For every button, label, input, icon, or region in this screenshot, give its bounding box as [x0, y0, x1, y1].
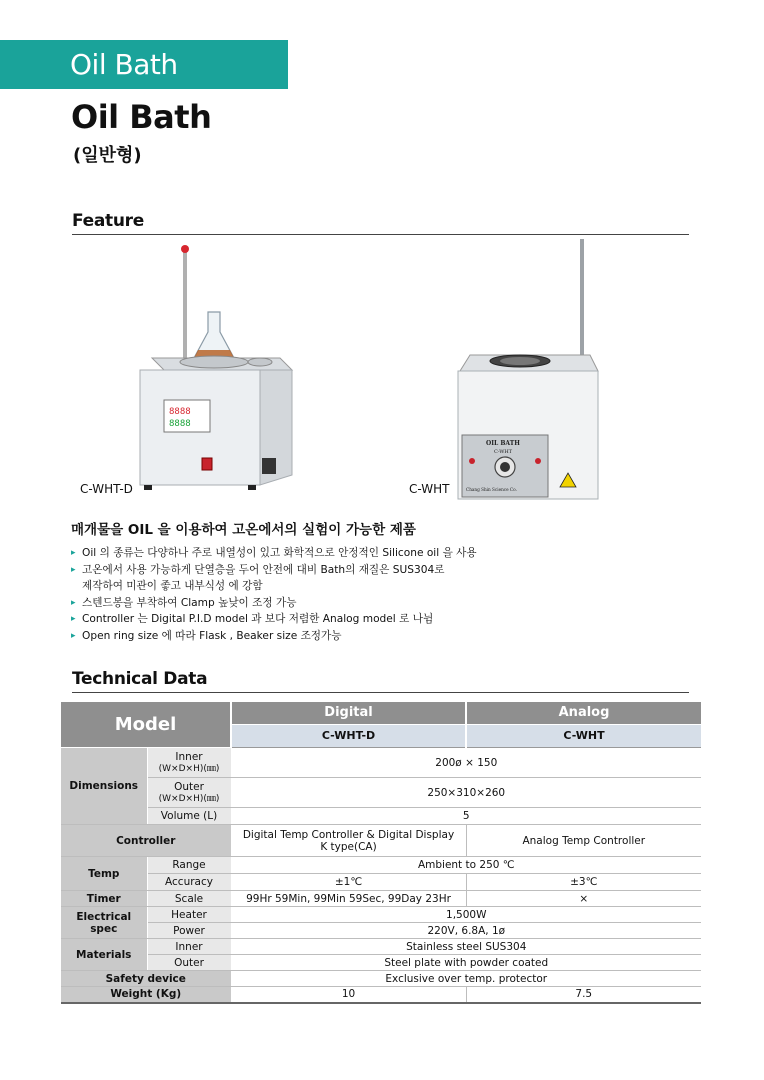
lamp-heat — [535, 458, 541, 464]
banner-title: Oil Bath — [70, 48, 178, 81]
feature-item: ▸ Controller 는 Digital P.I.D model 과 보다 저렴한 Analog model 로 나뉨 — [71, 611, 477, 628]
table-row — [61, 955, 701, 971]
product-image-analog — [450, 235, 610, 505]
rod-cap — [181, 245, 189, 253]
plate-model: C-WHT — [494, 449, 513, 455]
weight-label: Weight (Kg) — [61, 987, 231, 1003]
lid-ring — [248, 358, 272, 366]
inner-dim-label: Inner (W×D×H)(㎜) — [147, 748, 231, 778]
heater-value: 1,500W — [231, 907, 701, 923]
feature-item: ▸ Oil 의 종류는 다양하나 주로 내열성이 있고 화학적으로 안정적인 Silicone oil 을 사용 — [71, 545, 477, 562]
weight-digital: 10 — [231, 987, 466, 1003]
weight-analog: 7.5 — [466, 987, 701, 1003]
feature-item: ▸ 고온에서 사용 가능하게 단열층을 두어 안전에 대비 Bath의 재질은 SUS304로 — [71, 562, 477, 579]
power-switch — [202, 458, 212, 470]
controller-display: 8888 — [169, 407, 191, 417]
mat-outer-label: Outer — [147, 955, 231, 971]
power-socket — [262, 458, 276, 474]
model-header: Model — [61, 702, 231, 748]
foot-left — [144, 485, 152, 490]
volume-value: 5 — [231, 808, 701, 825]
controller-label: Controller — [61, 825, 231, 857]
mat-inner-label: Inner — [147, 939, 231, 955]
table-row — [61, 748, 701, 778]
outer-dim-value: 250×310×260 — [231, 778, 701, 808]
lamp-red — [469, 458, 475, 464]
table-row — [61, 891, 701, 907]
feature-headline: 매개물을 OIL 을 이용하여 고온에서의 실험이 가능한 제품 — [71, 522, 416, 538]
page-title: Oil Bath — [71, 98, 212, 136]
product-image-digital — [130, 240, 310, 505]
temp-label: Temp — [61, 857, 147, 891]
table-row — [61, 939, 701, 955]
controller-display-sv: 8888 — [169, 419, 191, 429]
electrical-label: Electrical spec — [61, 907, 147, 939]
scale-label: Scale — [147, 891, 231, 907]
table-row — [61, 874, 701, 891]
feature-item-continued: 제작하여 미관이 좋고 내부식성 에 강함 — [82, 580, 263, 592]
foot-right — [248, 485, 256, 490]
mat-inner-value: Stainless steel SUS304 — [231, 939, 701, 955]
range-label: Range — [147, 857, 231, 874]
bullet-icon: ▸ — [71, 614, 76, 624]
controller-analog: Analog Temp Controller — [466, 825, 701, 857]
volume-label: Volume (L) — [147, 808, 231, 825]
analog-model: C-WHT — [466, 725, 701, 748]
plate-title: OIL BATH — [486, 440, 520, 447]
knob-center — [500, 462, 510, 472]
stand-rod — [183, 250, 187, 360]
safety-value: Exclusive over temp. protector — [231, 971, 701, 987]
feature-item: ▸ Open ring size 에 따라 Flask , Beaker size 조정가능 — [71, 628, 477, 645]
range-value: Ambient to 250 ℃ — [231, 857, 701, 874]
timer-label: Timer — [61, 891, 147, 907]
inner-dim-value: 200ø × 150 — [231, 748, 701, 778]
controller-digital: Digital Temp Controller & Digital Display K type(CA) — [231, 825, 466, 857]
product-caption-analog: C-WHT — [409, 482, 450, 496]
technical-heading: Technical Data — [72, 669, 689, 693]
table-row — [61, 971, 701, 987]
bullet-icon: ▸ — [71, 630, 76, 641]
accuracy-analog: ±3℃ — [466, 874, 701, 891]
feature-list — [71, 545, 477, 644]
bullet-icon: ▸ — [71, 548, 76, 558]
power-label: Power — [147, 923, 231, 939]
table-row — [61, 907, 701, 923]
feature-item: ▸ 스텐드봉을 부착하여 Clamp 높낮이 조정 가능 — [71, 595, 477, 612]
outer-dim-label: Outer (W×D×H)(㎜) — [147, 778, 231, 808]
heater-label: Heater — [147, 907, 231, 923]
table-row — [61, 987, 701, 1003]
spec-table — [61, 702, 701, 1004]
scale-digital: 99Hr 59Min, 99Min 59Sec, 99Day 23Hr — [231, 891, 466, 907]
materials-label: Materials — [61, 939, 147, 971]
bullet-icon: ▸ — [71, 564, 76, 575]
accuracy-label: Accuracy — [147, 874, 231, 891]
digital-header: Digital — [231, 702, 466, 725]
inner-ring — [500, 357, 540, 365]
table-row — [61, 825, 701, 857]
plate-maker: Chang Shin Science Co. — [466, 487, 517, 492]
power-value: 220V, 6.8A, 1ø — [231, 923, 701, 939]
table-row — [61, 778, 701, 808]
section-banner — [0, 40, 288, 89]
analog-header: Analog — [466, 702, 701, 725]
table-row — [61, 702, 701, 725]
accuracy-digital: ±1℃ — [231, 874, 466, 891]
digital-model: C-WHT-D — [231, 725, 466, 748]
open-ring — [180, 356, 248, 368]
table-row — [61, 808, 701, 825]
feature-heading: Feature — [72, 211, 689, 235]
mat-outer-value: Steel plate with powder coated — [231, 955, 701, 971]
table-row — [61, 923, 701, 939]
stand-rod — [580, 239, 584, 359]
product-caption-digital: C-WHT-D — [80, 482, 133, 496]
table-row — [61, 857, 701, 874]
safety-label: Safety device — [61, 971, 231, 987]
dimensions-label: Dimensions — [61, 748, 147, 825]
scale-analog: × — [466, 891, 701, 907]
page-subtitle: (일반형) — [73, 145, 142, 166]
bullet-icon: ▸ — [71, 597, 76, 608]
